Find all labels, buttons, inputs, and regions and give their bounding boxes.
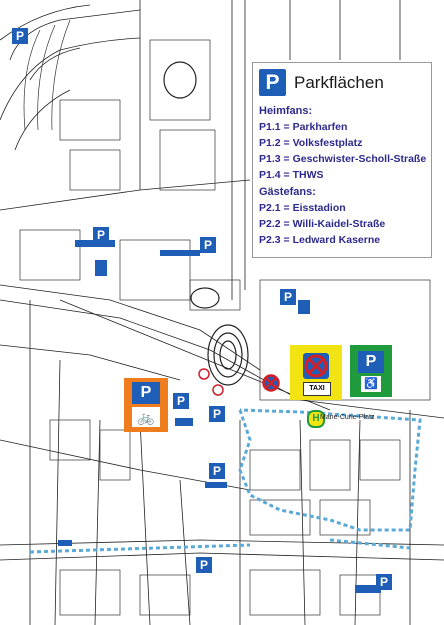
legend-entry: P1.2 = Volksfestplatz	[259, 137, 363, 149]
disabled-parking-p-icon: P	[358, 351, 384, 373]
no-stopping-small-icon	[198, 368, 210, 380]
taxi-label: TAXI	[303, 382, 331, 396]
legend-heading-heimfans: Heimfans:	[259, 105, 313, 117]
taxi-stand-sign[interactable]	[290, 345, 342, 400]
legend-entry: P2.1 = Eisstadion	[259, 202, 346, 214]
legend-entry: P2.2 = Willi-Kaidel-Straße	[259, 218, 386, 230]
parking-marker-p2-2b[interactable]: P	[196, 557, 212, 573]
no-stopping-small-icon-2	[212, 384, 224, 396]
bicycle-icon: 🚲	[132, 407, 160, 427]
parking-icon: P	[259, 69, 286, 96]
legend-panel	[252, 62, 432, 258]
parking-marker-top-left[interactable]: P	[12, 28, 28, 44]
parking-marker-p2-1[interactable]: P	[280, 289, 296, 305]
route-line	[30, 410, 420, 552]
no-stopping-sign-icon	[262, 374, 280, 392]
parking-marker-p1-4[interactable]: P	[209, 406, 225, 422]
parking-marker-p1-1[interactable]: P	[93, 227, 109, 243]
bike-parking-p-icon: P	[132, 382, 160, 404]
disabled-parking-sign[interactable]	[350, 345, 392, 397]
parking-marker-p1-2[interactable]: P	[200, 237, 216, 253]
parking-marker-p2-3[interactable]: P	[376, 574, 392, 590]
bike-parking-sign[interactable]	[124, 378, 168, 432]
street-label-marie-curie: Marie-Curie-Platz	[320, 414, 375, 421]
legend-title: Parkflächen	[294, 72, 384, 92]
no-stopping-icon	[303, 353, 329, 379]
legend-header	[259, 69, 384, 96]
bus-stop-icon[interactable]: H	[307, 410, 325, 428]
legend-entry: P1.3 = Geschwister-Scholl-Straße	[259, 153, 427, 165]
legend-entry: P2.3 = Ledward Kaserne	[259, 234, 381, 246]
legend-entry: P1.1 = Parkharfen	[259, 121, 348, 133]
parking-marker-p1-3[interactable]: P	[173, 393, 189, 409]
parking-marker-p2-2[interactable]: P	[209, 463, 225, 479]
legend-entry: P1.4 = THWS	[259, 169, 324, 181]
wheelchair-icon: ♿	[361, 376, 381, 392]
legend-heading-gaestefans: Gästefans:	[259, 186, 316, 198]
